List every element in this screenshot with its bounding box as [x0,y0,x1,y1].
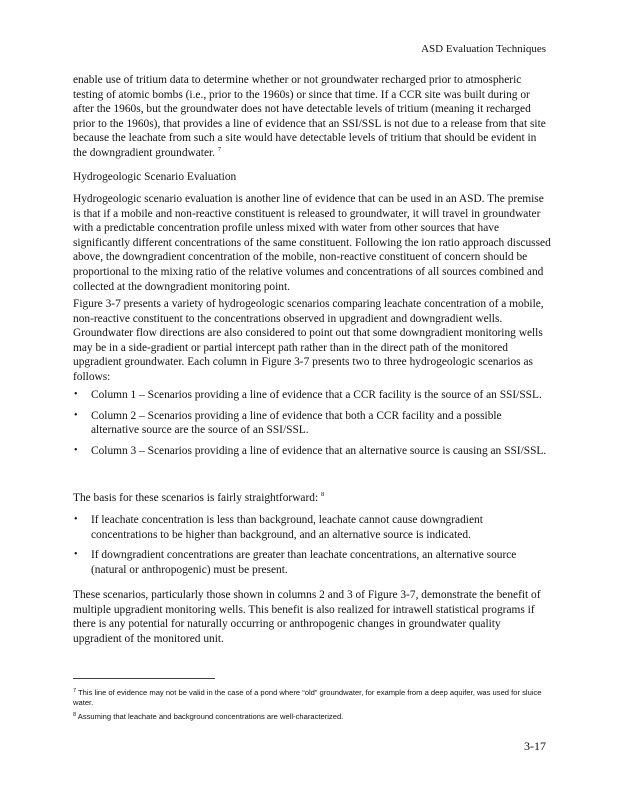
paragraph-tritium-text: enable use of tritium data to determine whether or not groundwater recharged prior to atmospheric testing of atomic bombs (i.e., prior to the 1960s) or since that time. If a CCR site was built during or after the 1960s, but the groundwater does not have detectable levels of tritium (meaning it recharged prior to the 1960s), that provides a line of evidence that an SSI/SSL is not due to a release from that site because the leachate from such a site would have detectable levels of tritium that should be evident in the downgradient groundwater. [73,74,546,159]
list-item [73,444,551,459]
paragraph-figure-intro [73,297,551,385]
section-heading: Hydrogeologic Scenario Evaluation [73,171,237,183]
paragraph-basis [73,491,551,506]
bullet-icon: • [74,444,78,456]
paragraph-tritium [73,73,551,161]
bullet-icon: • [74,389,78,400]
footnote-ref-8[interactable]: 8 [321,491,325,498]
footnote-mark: 7 [73,688,77,694]
paragraph-conclusion-text: These scenarios, particularly those shown in columns 2 and 3 of Figure 3-7, demonstrate the benefit of multiple upgradient monitoring wells. This benefit is also realized for intrawell statistical programs if there is any potential for naturally occurring or anthropogenic changes in groundwater quality upgradient of the monitored unit. [73,589,541,645]
list-item [73,388,551,403]
list-item-text: Column 1 – Scenarios providing a line of evidence that a CCR facility is the source of an SSI/SSL. [91,389,542,401]
bullet-icon: • [74,514,78,525]
list-item [73,513,551,542]
footnote-ref-7[interactable]: 7 [217,145,222,153]
footnote-text: Assuming that leachate and background concentrations are well-characterized. [77,712,344,721]
footnote-8 [73,712,551,722]
list-item [73,409,551,438]
paragraph-figure-intro-text: Figure 3-7 presents a variety of hydrogeologic scenarios comparing leachate concentration of a mobile, non-reactive constituent to the concentrations observed in upgradient and downgradient wells. Groundwater flow directions are also considered to point out that some downgradient monitoring wells may be in a side-gradient or partial intercept path rather than in the direct path of the monitored upgradient groundwater. Each column in Figure 3-7 presents two to three hydrogeologic scenarios as follows: [73,298,544,383]
paragraph-conclusion [73,588,551,646]
bullet-icon: • [74,409,78,421]
list-item-text: Column 2 – Scenarios providing a line of evidence that both a CCR facility and a possible alternative source are the source of an SSI/SSL. [91,409,502,437]
footnote-text: This line of evidence may not be valid in the case of a pond where “old” groundwater, for example from a deep aquifer, was used for sluice water. [73,688,542,707]
list-item-text: Column 3 – Scenarios providing a line of evidence that an alternative source is causing an SSI/SSL. [91,444,547,457]
footnote-7 [73,688,551,707]
list-item [73,548,551,577]
list-item-text: If leachate concentration is less than background, leachate cannot cause downgradient concentrations to be higher than background, and an alternative source is indicated. [91,514,483,541]
footnote-divider [73,678,215,679]
paragraph-scenario-intro [73,192,551,294]
footnote-mark: 8 [73,712,77,718]
running-header: ASD Evaluation Techniques [421,43,546,55]
paragraph-scenario-intro-text: Hydrogeologic scenario evaluation is another line of evidence that can be used in an ASD. The premise is that if a mobile and non-reactive constituent is released to groundwater, it will travel in groundwater with a predictable concentration profile unless mixed with water from other sources that have significantly different concentrations of the same constituent. Following the ion ratio approach discussed above, the downgradient concentration of the mobile, non-reactive constituent of concern should be proportional to the mixing ratio of the relative volumes and concentrations of all sources combined and collected at the downgradient monitoring point. [73,193,551,293]
page-number: 3-17 [524,739,546,753]
list-item-text: If downgradient concentrations are greater than leachate concentrations, an alternative source (natural or anthropogenic) must be present. [91,549,517,576]
paragraph-basis-text: The basis for these scenarios is fairly straightforward: [73,492,319,504]
basis-bullet-list [73,513,551,583]
bullet-icon: • [74,549,78,561]
column-bullet-list [73,388,551,464]
